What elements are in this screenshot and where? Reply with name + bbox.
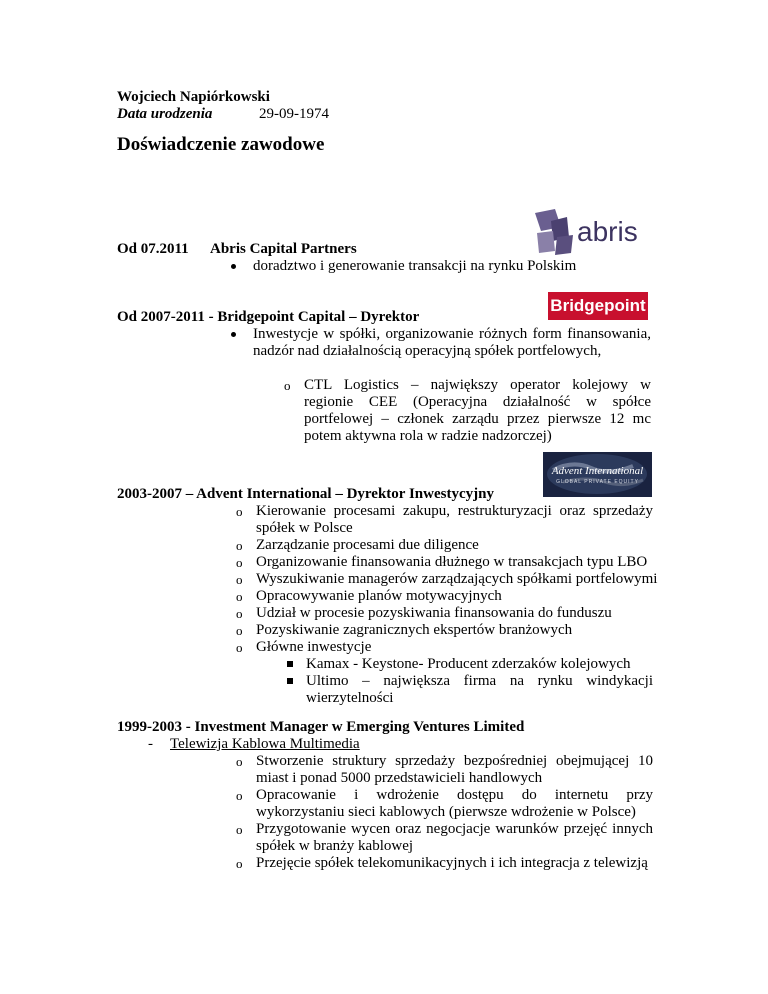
advent-logo-tagline: GLOBAL PRIVATE EQUITY [556, 479, 639, 485]
section-title: Doświadczenie zawodowe [117, 134, 325, 155]
circle-bullet-icon: o [236, 754, 243, 769]
abris-logo-text: abris [577, 216, 638, 247]
advent-investment: Kamax - Keystone- Producent zderzaków kolejowych [306, 656, 631, 672]
emerging-item: Stworzenie struktury sprzedaży bezpośredniej obejmującej 10 miast i ponad 5000 przedstawicieli handlowych [256, 753, 653, 786]
circle-bullet-icon: o [236, 538, 243, 553]
abris-date: Od 07.2011 [117, 241, 189, 257]
emerging-item: Przejęcie spółek telekomunikacyjnych i ich integracja z telewizją [256, 855, 648, 871]
abris-bullet: doradztwo i generowanie transakcji na rynku Polskim [253, 258, 577, 274]
bridgepoint-heading: Od 2007-2011 - Bridgepoint Capital – Dyrektor [117, 309, 420, 325]
advent-item: Wyszukiwanie managerów zarządzających spółkami portfelowymi [256, 571, 658, 587]
dash-bullet: - [148, 736, 153, 752]
emerging-item: Opracowanie i wdrożenie dostępu do internetu przy wykorzystaniu sieci kablowych (pierwsze wdrożenie w Polsce) [256, 787, 653, 820]
circle-bullet-icon: o [236, 572, 243, 587]
bullet-dot [231, 264, 236, 269]
bridgepoint-sub: CTL Logistics – największy operator kolejowy w regionie CEE (Operacyjna działalność w spółce portfelowej – członek zarządu przez pierwsze 12 mc potem aktywna rola w radzie nadzorczej) [304, 377, 651, 444]
advent-item: Zarządzanie procesami due diligence [256, 537, 479, 553]
emerging-heading: 1999-2003 - Investment Manager w Emerging Ventures Limited [117, 719, 525, 735]
advent-logo [543, 452, 652, 497]
dob-value: 29-09-1974 [259, 106, 329, 122]
advent-heading: 2003-2007 – Advent International – Dyrektor Inwestycyjny [117, 486, 494, 502]
abris-company: Abris Capital Partners [210, 241, 357, 257]
bullet-dot [231, 332, 236, 337]
circle-bullet-icon: o [236, 555, 243, 570]
emerging-sub-company: Telewizja Kablowa Multimedia [170, 736, 360, 752]
abris-logo [533, 207, 651, 257]
advent-investment: Ultimo – największa firma na rynku windykacji wierzytelności [306, 673, 653, 706]
advent-item: Opracowywanie planów motywacyjnych [256, 588, 502, 604]
circle-bullet-icon: o [236, 822, 243, 837]
dob-label: Data urodzenia [117, 106, 213, 122]
circle-bullet-icon: o [236, 788, 243, 803]
circle-bullet-icon: o [284, 378, 291, 393]
circle-bullet-icon: o [236, 504, 243, 519]
circle-bullet-icon: o [236, 623, 243, 638]
circle-bullet-icon: o [236, 589, 243, 604]
circle-bullet-icon: o [236, 606, 243, 621]
advent-item: Organizowanie finansowania dłużnego w transakcjach typu LBO [256, 554, 648, 570]
advent-item: Pozyskiwanie zagranicznych ekspertów branżowych [256, 622, 573, 638]
circle-bullet-icon: o [236, 640, 243, 655]
square-bullet-icon [287, 678, 293, 684]
advent-logo-text: Advent International [551, 465, 644, 477]
advent-item: Udział w procesie pozyskiwania finansowania do funduszu [256, 605, 612, 621]
advent-item: Główne inwestycje [256, 639, 372, 655]
circle-bullet-icon: o [236, 856, 243, 871]
bridgepoint-bullet: Inwestycje w spółki, organizowanie różnych form finansowania, nadzór nad działalnością operacyjną spółek portfelowych, [253, 326, 651, 359]
square-bullet-icon [287, 661, 293, 667]
bridgepoint-logo-text: Bridgepoint [550, 296, 646, 315]
emerging-item: Przygotowanie wycen oraz negocjacje warunków przejęć innych spółek w branży kablowej [256, 821, 653, 854]
bridgepoint-logo [548, 292, 648, 320]
person-name: Wojciech Napiórkowski [117, 89, 270, 105]
advent-item: Kierowanie procesami zakupu, restrukturyzacji oraz sprzedaży spółek w Polsce [256, 503, 653, 536]
